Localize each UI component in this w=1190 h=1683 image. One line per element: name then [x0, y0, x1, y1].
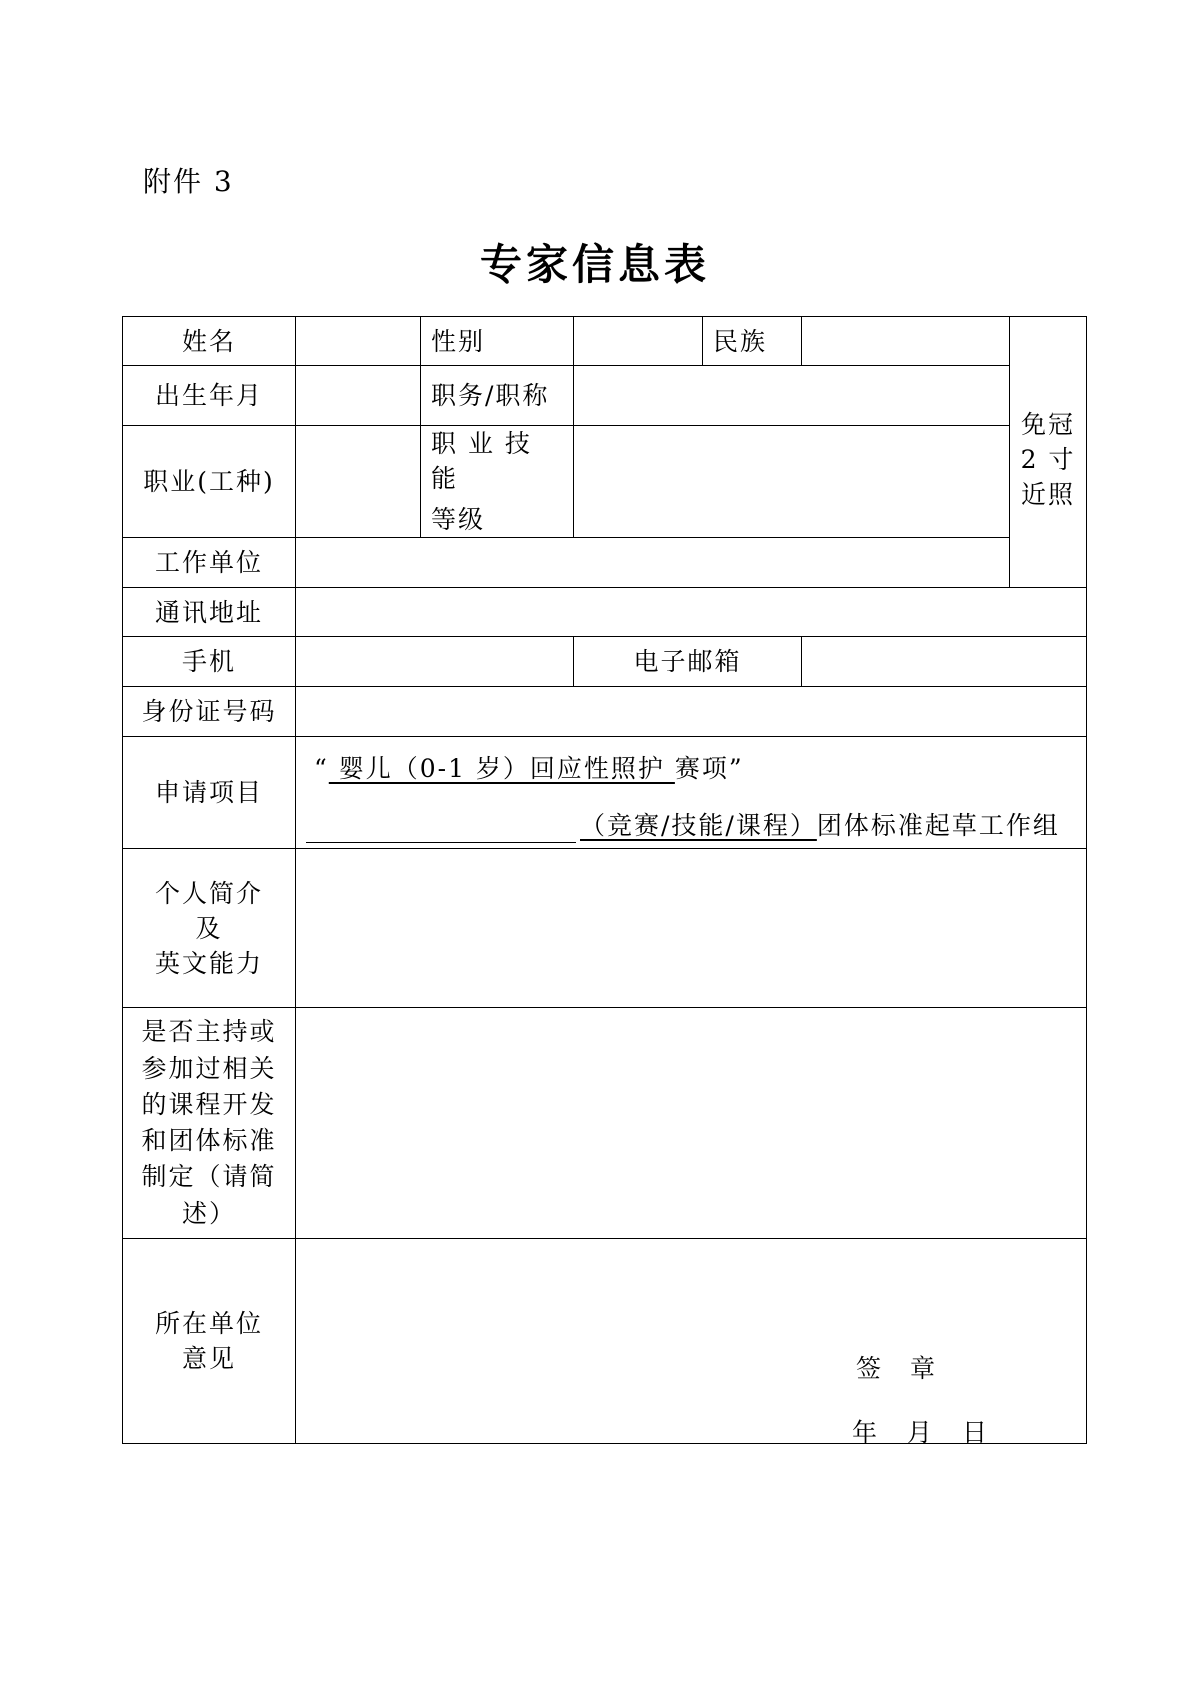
experience-label-line2: 参加过相关: [141, 1053, 277, 1083]
skill-level-line2: 等级: [431, 505, 486, 534]
ethnicity-field[interactable]: [802, 317, 1010, 366]
photo-box[interactable]: [1010, 317, 1087, 588]
project-blank-line: [306, 812, 576, 843]
bio-label-line1: 个人简介: [154, 878, 263, 908]
name-label: 姓名: [123, 317, 296, 366]
experience-field[interactable]: [296, 1008, 1087, 1239]
experience-label-line4: 和团体标准: [141, 1126, 277, 1155]
ethnicity-label: 民族: [703, 317, 802, 366]
address-label: 通讯地址: [123, 588, 296, 637]
experience-label-line5: 制定（请简: [141, 1162, 277, 1192]
expert-info-table: [122, 316, 1087, 1447]
bio-label: [123, 849, 296, 1008]
name-field[interactable]: [296, 317, 421, 366]
occupation-field[interactable]: [296, 426, 421, 538]
seal-label: 签 章: [856, 1354, 938, 1383]
skill-level-line1: 职 业 技 能: [431, 429, 532, 493]
date-year: 年: [852, 1418, 880, 1447]
id-number-label: 身份证号码: [123, 687, 296, 737]
title-field[interactable]: [574, 366, 1010, 426]
project-line1: [306, 751, 1076, 786]
id-number-field[interactable]: [296, 687, 1087, 737]
experience-label-line1: 是否主持或: [141, 1017, 277, 1047]
project-field[interactable]: [296, 737, 1087, 849]
photo-label-line1: 免冠 2 寸: [1020, 410, 1076, 474]
date-line: [852, 1415, 1017, 1450]
date-month: 月: [907, 1418, 935, 1447]
birth-label: 出生年月: [123, 366, 296, 426]
date-day: 日: [962, 1418, 990, 1447]
project-group: 团体标准起草工作组: [816, 811, 1060, 840]
opinion-label: [123, 1239, 296, 1444]
phone-field[interactable]: [296, 637, 574, 687]
opinion-label-line1: 所在单位: [154, 1309, 263, 1338]
project-suffix: 赛项”: [674, 754, 744, 783]
title-label: 职务/职称: [421, 366, 574, 426]
employer-label: 工作单位: [123, 538, 296, 588]
experience-label: [123, 1008, 296, 1239]
skill-level-label: [421, 426, 574, 538]
signature-area: [296, 1239, 1086, 1447]
bio-field[interactable]: [296, 849, 1087, 1008]
gender-field[interactable]: [574, 317, 703, 366]
page-title: 专家信息表: [479, 240, 710, 289]
project-open-quote: “: [314, 754, 329, 783]
attachment-label: 附件 3: [143, 165, 234, 198]
email-label: 电子邮箱: [574, 637, 802, 687]
project-type: （竞赛/技能/课程）: [580, 811, 817, 840]
employer-field[interactable]: [296, 538, 1010, 588]
project-name: 婴儿（0-1 岁）回应性照护: [328, 754, 675, 783]
phone-label: 手机: [123, 637, 296, 687]
email-field[interactable]: [802, 637, 1087, 687]
opinion-field[interactable]: [296, 1239, 1087, 1447]
opinion-label-line2: 意见: [181, 1344, 236, 1373]
skill-level-field[interactable]: [574, 426, 1010, 538]
occupation-label: 职业(工种): [123, 426, 296, 538]
experience-label-line3: 的课程开发: [141, 1089, 277, 1119]
address-field[interactable]: [296, 588, 1087, 637]
project-label: 申请项目: [123, 737, 296, 849]
photo-label-line2: 近照: [1020, 480, 1075, 509]
bio-label-line3: 英文能力: [154, 948, 263, 978]
experience-label-line6: 述）: [181, 1198, 236, 1228]
gender-label: 性别: [421, 317, 574, 366]
bio-label-line2: 及: [195, 913, 223, 943]
project-line2: [306, 808, 1076, 843]
birth-field[interactable]: [296, 366, 421, 426]
